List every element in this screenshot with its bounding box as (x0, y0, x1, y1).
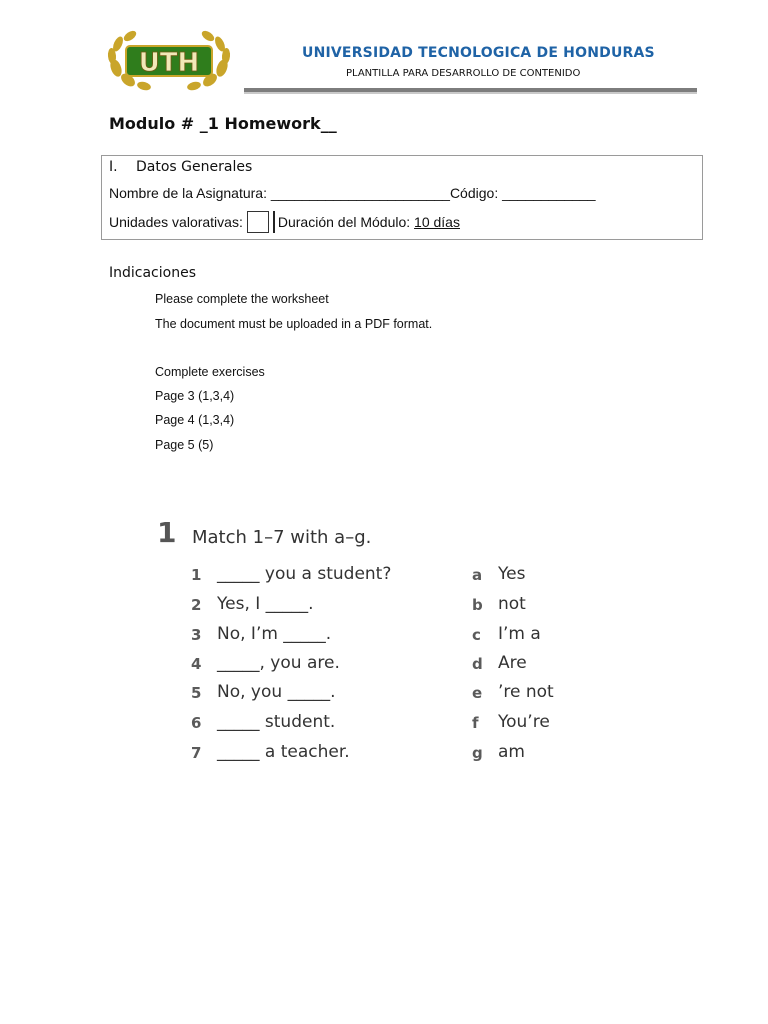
item-number: 7 (191, 744, 202, 762)
item-number: 4 (191, 655, 202, 673)
indicacion-line: The document must be uploaded in a PDF format. (155, 317, 433, 331)
item-number: 1 (191, 566, 202, 584)
asignatura-line: Nombre de la Asignatura: _______________________Código: ____________ (109, 185, 596, 201)
exercise-row (0, 744, 768, 770)
exercise-row (0, 566, 768, 592)
datos-title (109, 159, 252, 175)
answer-text: Yes (498, 564, 526, 584)
exercise-title: Match 1–7 with a–g. (192, 527, 372, 548)
answer-letter: c (472, 626, 481, 644)
item-question: _____ student. (217, 712, 336, 732)
indicacion-line: Please complete the worksheet (155, 292, 329, 306)
indicacion-line: Page 4 (1,3,4) (155, 413, 235, 427)
answer-letter: g (472, 744, 483, 762)
unidades-label: Unidades valorativas: (109, 214, 243, 230)
exercise-row (0, 684, 768, 710)
answer-text: You’re (498, 712, 550, 732)
answer-text: I’m a (498, 624, 541, 644)
unidades-input-box[interactable] (247, 211, 269, 233)
indicacion-line: Page 5 (5) (155, 438, 214, 452)
template-subtitle: PLANTILLA PARA DESARROLLO DE CONTENIDO (346, 68, 581, 79)
module-title: Modulo # _1 Homework__ (109, 114, 337, 133)
item-number: 2 (191, 596, 202, 614)
item-question: Yes, I _____. (217, 594, 314, 614)
unidades-line (109, 211, 460, 233)
header-divider-shadow (244, 92, 697, 94)
item-question: _____ you a student? (217, 564, 392, 584)
answer-letter: b (472, 596, 483, 614)
duracion-value: 10 días (414, 214, 460, 230)
section-number: I. (109, 159, 118, 175)
indicacion-line: Complete exercises (155, 365, 265, 379)
logo-text: UTH (138, 48, 200, 78)
datos-generales-box (101, 155, 703, 240)
section-title: Datos Generales (136, 159, 253, 175)
item-number: 6 (191, 714, 202, 732)
item-question: _____, you are. (217, 653, 340, 673)
exercise-row (0, 655, 768, 681)
item-number: 5 (191, 684, 202, 702)
uth-logo (104, 28, 234, 92)
indicaciones-title: Indicaciones (109, 265, 196, 281)
indicacion-line: Page 3 (1,3,4) (155, 389, 235, 403)
duracion-label: Duración del Módulo: (277, 214, 411, 230)
item-question: No, you _____. (217, 682, 336, 702)
exercise-number: 1 (157, 516, 177, 549)
item-question: No, I’m _____. (217, 624, 332, 644)
answer-letter: d (472, 655, 483, 673)
exercise-row (0, 714, 768, 740)
item-question: _____ a teacher. (217, 742, 350, 762)
answer-letter: a (472, 566, 483, 584)
answer-letter: f (472, 714, 479, 732)
university-name: UNIVERSIDAD TECNOLOGICA DE HONDURAS (302, 45, 655, 61)
answer-text: Are (498, 653, 527, 673)
answer-text: not (498, 594, 526, 614)
exercise-row (0, 596, 768, 622)
exercise-row (0, 626, 768, 652)
item-number: 3 (191, 626, 202, 644)
answer-letter: e (472, 684, 483, 702)
answer-text: ’re not (498, 682, 554, 702)
field-separator (273, 211, 275, 233)
answer-text: am (498, 742, 525, 762)
